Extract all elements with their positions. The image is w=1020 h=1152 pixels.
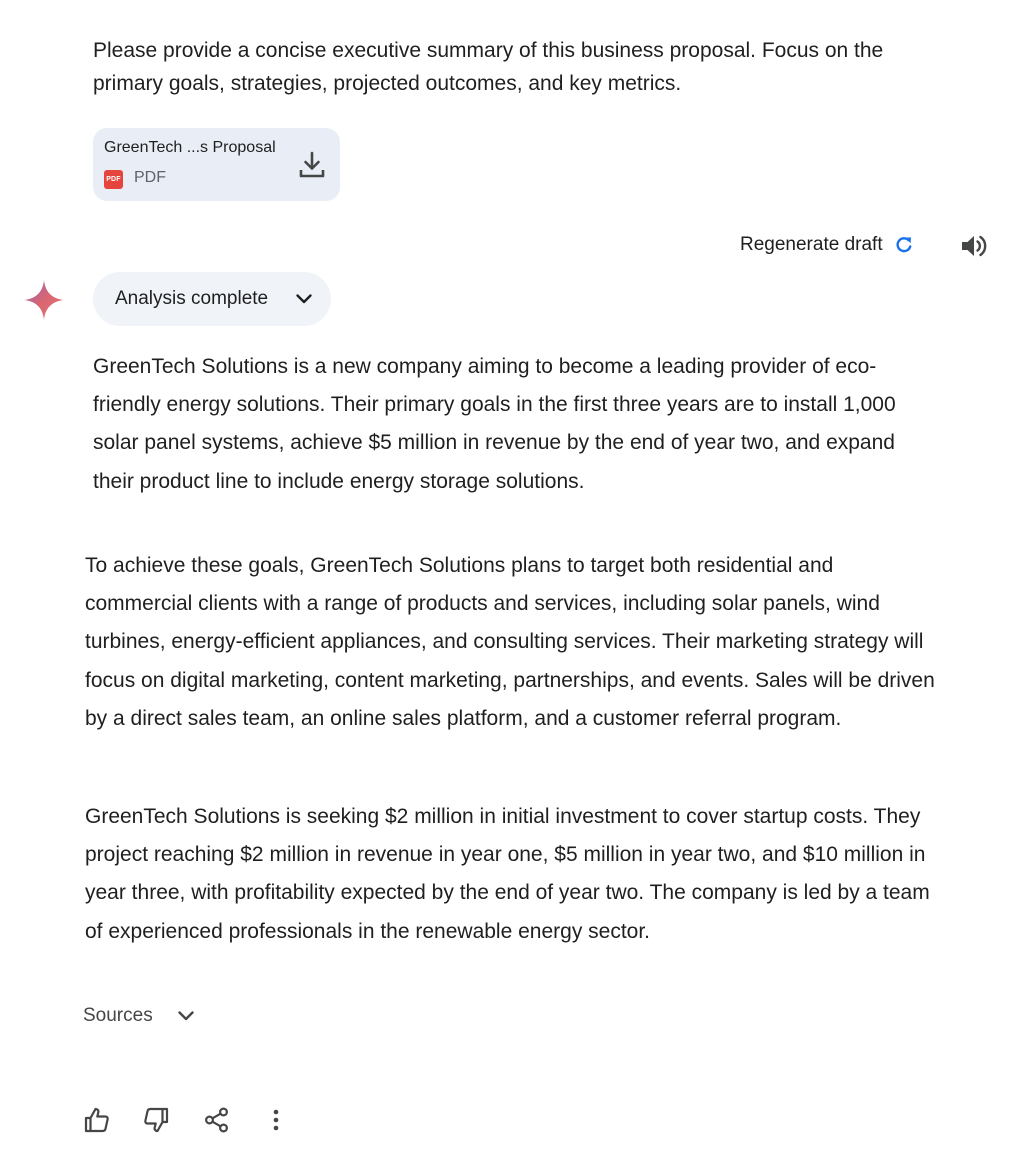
sources-toggle[interactable] (83, 1000, 195, 1032)
speaker-icon[interactable] (959, 231, 989, 261)
more-vert-icon[interactable] (262, 1106, 290, 1134)
chevron-down-icon (295, 290, 313, 308)
thumb-down-icon[interactable] (142, 1106, 170, 1134)
regenerate-draft-button[interactable] (740, 230, 914, 260)
thumb-up-icon[interactable] (83, 1106, 111, 1134)
download-icon[interactable] (299, 151, 325, 179)
refresh-icon (894, 235, 914, 255)
chevron-down-icon (177, 1007, 195, 1025)
sources-label: Sources (83, 1005, 153, 1026)
response-paragraph: GreenTech Solutions is a new company aiming to become a leading provider of eco-friendly energy solutions. Their primary goals in the first three years are to install 1,000 solar panel systems, achieve $5 million in revenue by the end of year two, and expand their product line to include energy storage solutions. (93, 355, 896, 493)
response-paragraph: To achieve these goals, GreenTech Solutions plans to target both residential and commercial clients with a range of products and services, including solar panels, wind turbines, energy-efficient appliances, and consulting services. Their marketing strategy will focus on digital marketing, content marketing, partnerships, and events. Sales will be driven by a direct sales team, an online sales platform, and a customer referral program. (85, 554, 935, 730)
attachment-file-name: GreenTech ...s Proposal (104, 139, 276, 156)
regenerate-draft-label: Regenerate draft (740, 234, 883, 255)
sparkle-icon (23, 279, 65, 321)
pdf-file-icon: PDF (104, 170, 123, 189)
user-prompt: Please provide a concise executive summary of this business proposal. Focus on the primary goals, strategies, projected outcomes, and key metrics. (93, 39, 884, 95)
analysis-status-label: Analysis complete (115, 288, 269, 309)
attachment-file-type: PDF (134, 169, 166, 186)
response-paragraph: GreenTech Solutions is seeking $2 million in initial investment to cover startup costs. They project reaching $2 million in revenue in year one, $5 million in year two, and $10 million in year three, with profitability expected by the end of year two. The company is led by a team of experienced professionals in the renewable energy sector. (85, 805, 930, 943)
attachment-chip[interactable] (93, 128, 340, 201)
analysis-status-toggle[interactable] (93, 272, 331, 326)
share-icon[interactable] (203, 1106, 231, 1134)
